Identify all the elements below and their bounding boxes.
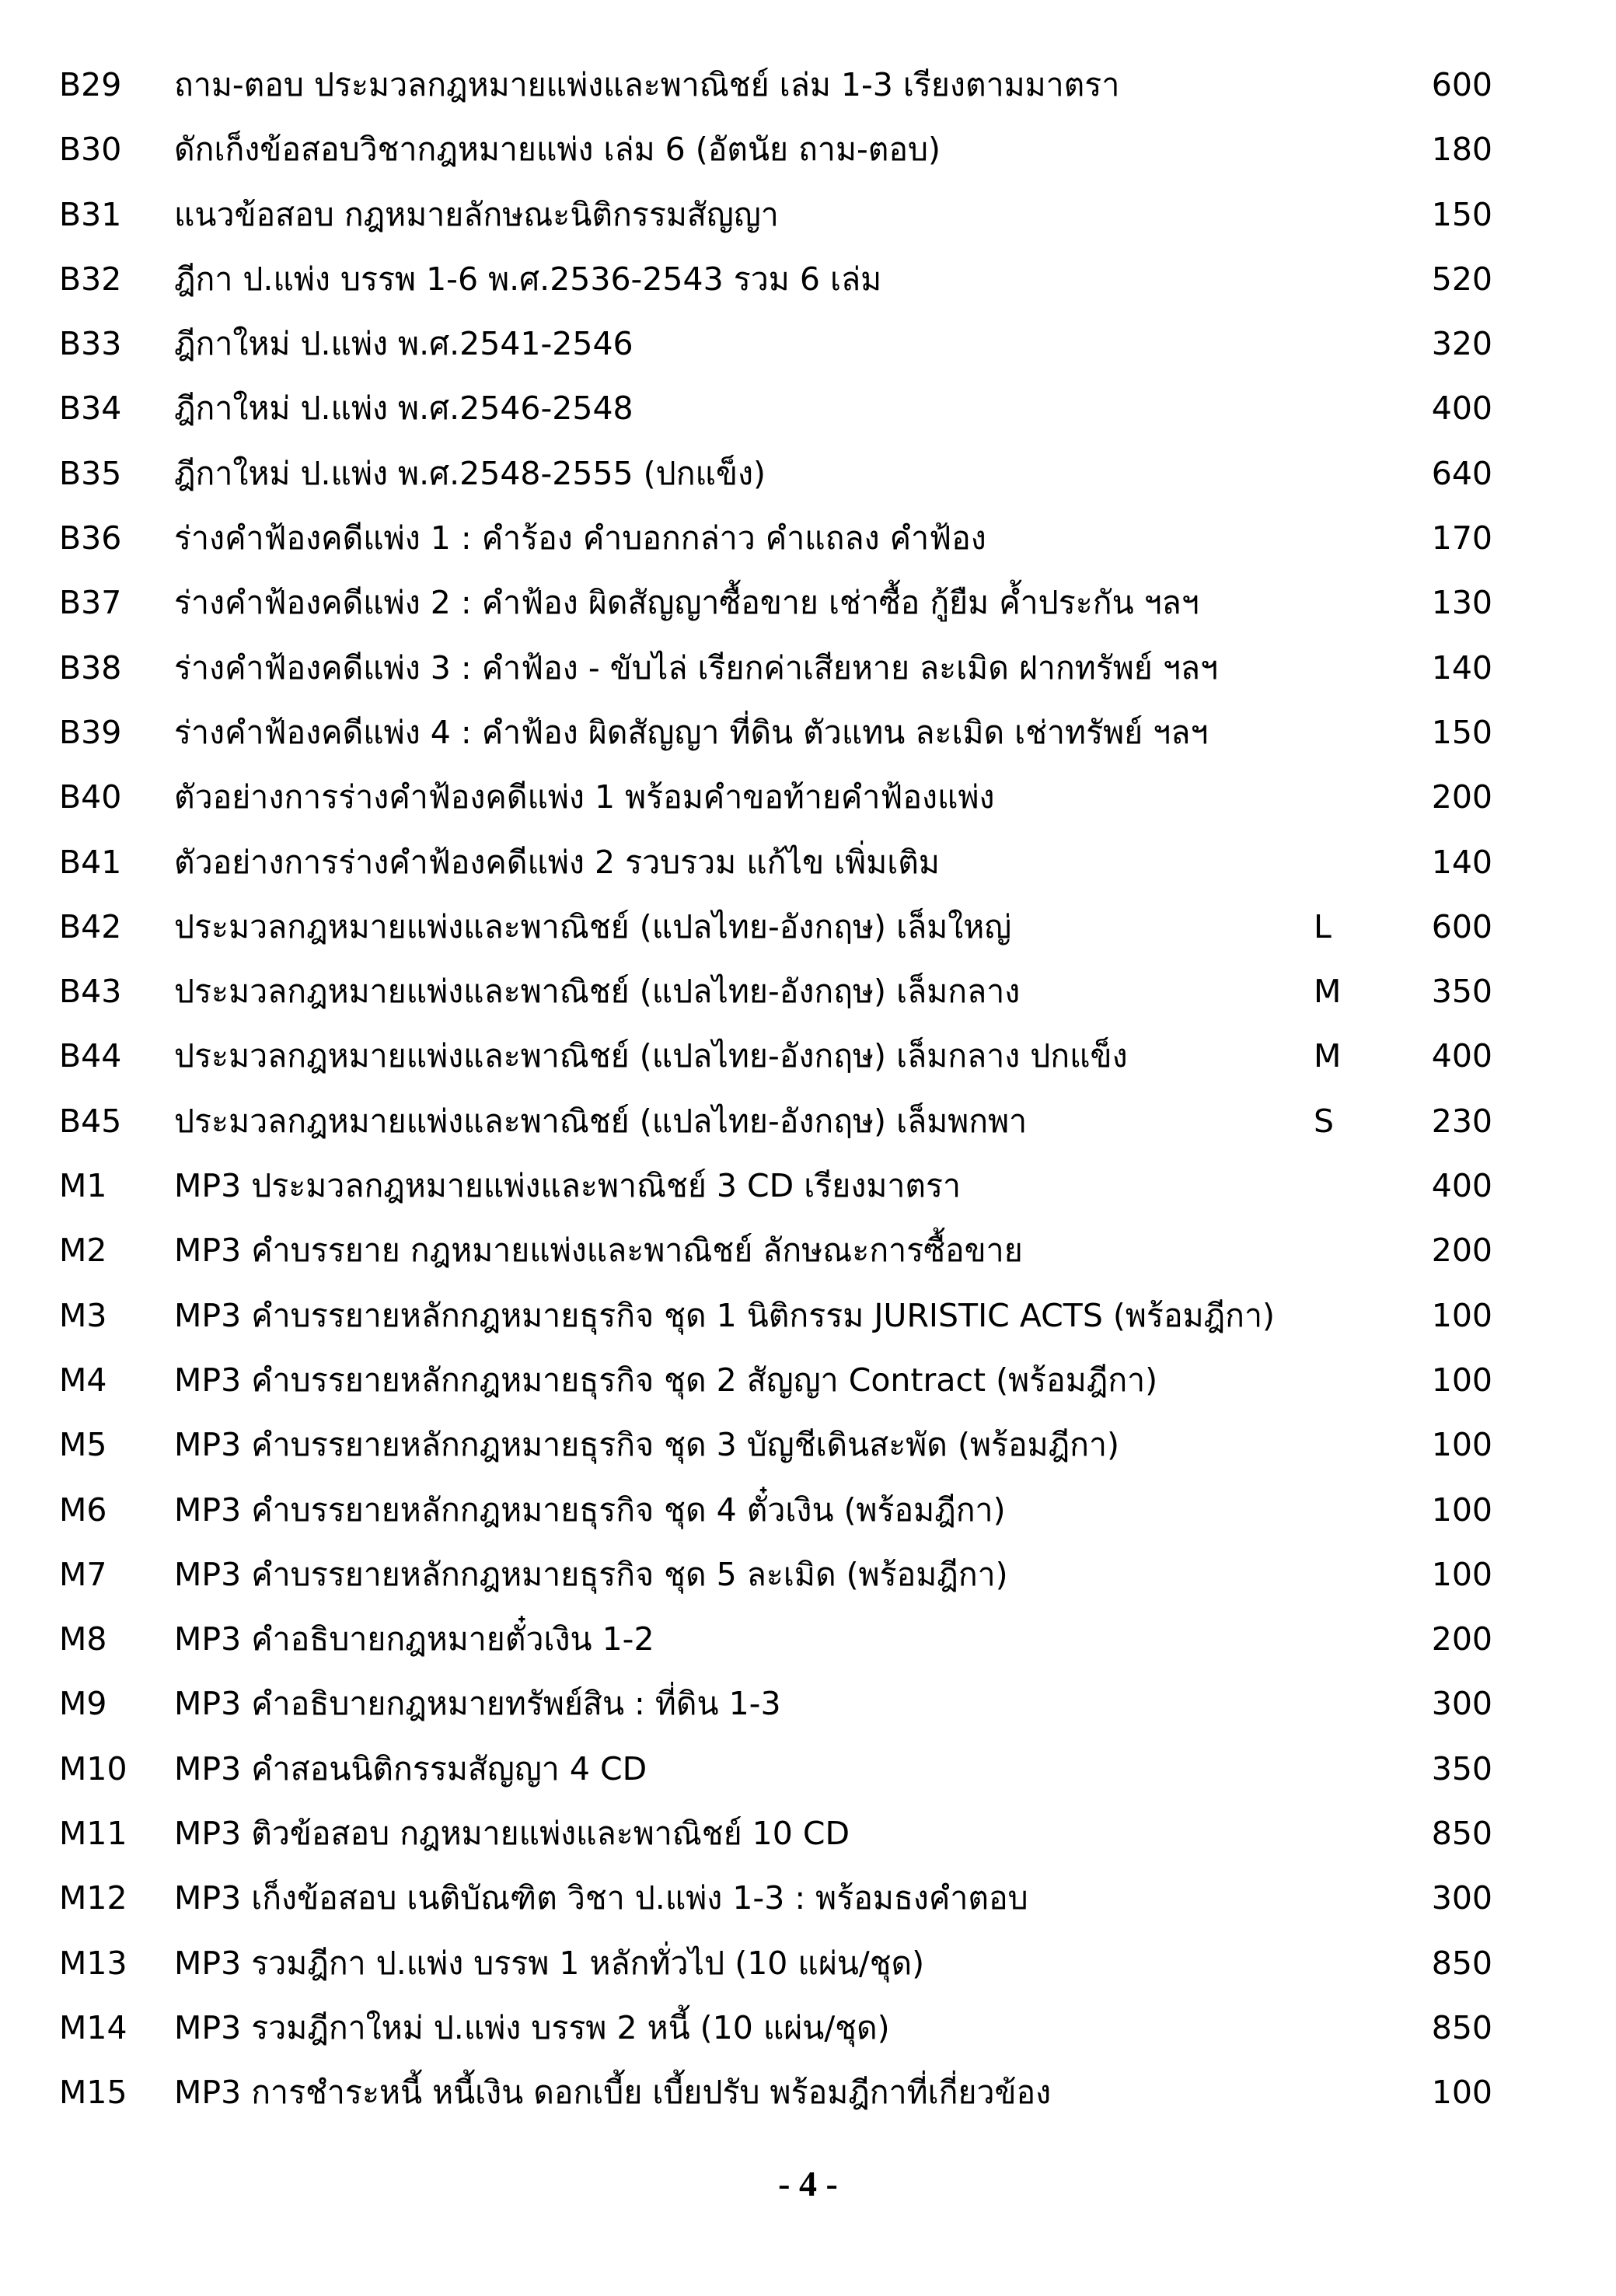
- item-price: 600: [1431, 66, 1492, 103]
- catalog-row: [0, 1931, 1616, 1996]
- item-code: B38: [59, 648, 122, 687]
- item-price: 300: [1431, 1685, 1492, 1723]
- item-title: ฎีกา ป.แพ่ง บรรพ 1-6 พ.ศ.2536-2543 รวม 6 เล่ม: [174, 260, 882, 298]
- item-code: M1: [59, 1167, 107, 1205]
- item-code: B31: [59, 195, 122, 233]
- item-price: 850: [1431, 2008, 1492, 2046]
- item-code: M5: [59, 1426, 107, 1464]
- item-code: B36: [59, 519, 122, 557]
- item-code: M15: [59, 2074, 127, 2112]
- catalog-row: [0, 506, 1616, 571]
- item-price: 640: [1431, 454, 1492, 492]
- item-price: 350: [1431, 973, 1492, 1011]
- catalog-row: [0, 571, 1616, 635]
- item-code: B37: [59, 584, 122, 622]
- item-price: 140: [1431, 843, 1492, 881]
- catalog-row: [0, 830, 1616, 895]
- item-price: 400: [1431, 1037, 1492, 1075]
- item-price: 150: [1431, 195, 1492, 233]
- catalog-row: [0, 53, 1616, 117]
- item-size: M: [1314, 1037, 1342, 1075]
- item-price: 150: [1431, 713, 1492, 751]
- item-title: ตัวอย่างการร่างคำฟ้องคดีแพ่ง 1 พร้อมคำขอท้ายคำฟ้องแพ่ง: [174, 778, 995, 816]
- item-code: M6: [59, 1490, 107, 1529]
- catalog-row: [0, 636, 1616, 701]
- item-price: 200: [1431, 1620, 1492, 1658]
- item-title: ประมวลกฎหมายแพ่งและพาณิชย์ (แปลไทย-อังกฤษ) เล็มกลาง ปกแข็ง: [174, 1037, 1128, 1075]
- catalog-row: [0, 1802, 1616, 1866]
- item-price: 520: [1431, 260, 1492, 298]
- item-code: M14: [59, 2008, 127, 2046]
- catalog-row: [0, 442, 1616, 506]
- catalog-row: [0, 1413, 1616, 1477]
- item-code: M3: [59, 1296, 107, 1334]
- item-title: MP3 รวมฎีกา ป.แพ่ง บรรพ 1 หลักทั่วไป (10 แผ่น/ชุด): [174, 1944, 925, 1982]
- item-title: MP3 รวมฎีกาใหม่ ป.แพ่ง บรรพ 2 หนี้ (10 แผ่น/ชุด): [174, 2008, 890, 2046]
- item-code: M4: [59, 1361, 107, 1399]
- item-code: M9: [59, 1685, 107, 1723]
- item-code: B34: [59, 390, 122, 428]
- page-number: - 4 -: [778, 2164, 838, 2203]
- catalog-row: [0, 117, 1616, 182]
- item-price: 100: [1431, 1555, 1492, 1593]
- item-code: B43: [59, 973, 122, 1011]
- item-code: M10: [59, 1749, 127, 1788]
- catalog-list: [0, 53, 1616, 2126]
- item-price: 600: [1431, 907, 1492, 945]
- catalog-row: [0, 1218, 1616, 1283]
- catalog-row: [0, 183, 1616, 247]
- item-price: 170: [1431, 519, 1492, 557]
- item-size: M: [1314, 973, 1342, 1011]
- catalog-row: [0, 1607, 1616, 1672]
- catalog-row: [0, 1284, 1616, 1348]
- item-code: M2: [59, 1232, 107, 1270]
- item-price: 100: [1431, 1296, 1492, 1334]
- item-price: 100: [1431, 1426, 1492, 1464]
- item-price: 140: [1431, 648, 1492, 687]
- item-code: B35: [59, 454, 122, 492]
- catalog-row: [0, 1996, 1616, 2060]
- item-title: ประมวลกฎหมายแพ่งและพาณิชย์ (แปลไทย-อังกฤษ) เล็มกลาง: [174, 973, 1021, 1011]
- item-code: B45: [59, 1102, 122, 1140]
- item-title: แนวข้อสอบ กฎหมายลักษณะนิติกรรมสัญญา: [174, 195, 779, 233]
- item-code: M7: [59, 1555, 107, 1593]
- item-title: ร่างคำฟ้องคดีแพ่ง 1 : คำร้อง คำบอกกล่าว คำแถลง คำฟ้อง: [174, 519, 986, 557]
- item-price: 320: [1431, 325, 1492, 363]
- item-price: 130: [1431, 584, 1492, 622]
- item-price: 200: [1431, 778, 1492, 816]
- item-size: L: [1314, 907, 1332, 945]
- catalog-row: [0, 2060, 1616, 2125]
- item-title: MP3 คำบรรยายหลักกฎหมายธุรกิจ ชุด 5 ละเมิด (พร้อมฎีกา): [174, 1555, 1008, 1593]
- item-price: 300: [1431, 1879, 1492, 1917]
- item-code: M12: [59, 1879, 127, 1917]
- item-price: 400: [1431, 1167, 1492, 1205]
- catalog-row: [0, 1672, 1616, 1736]
- item-title: ดักเก็งข้อสอบวิชากฎหมายแพ่ง เล่ม 6 (อัตนัย ถาม-ตอบ): [174, 131, 941, 169]
- item-title: MP3 ติวข้อสอบ กฎหมายแพ่งและพาณิชย์ 10 CD: [174, 1815, 850, 1853]
- item-title: MP3 คำอธิบายกฎหมายทรัพย์สิน : ที่ดิน 1-3: [174, 1685, 781, 1723]
- item-title: MP3 คำบรรยายหลักกฎหมายธุรกิจ ชุด 1 นิติกรรม JURISTIC ACTS (พร้อมฎีกา): [174, 1296, 1275, 1334]
- item-title: ถาม-ตอบ ประมวลกฎหมายแพ่งและพาณิชย์ เล่ม 1-3 เรียงตามมาตรา: [174, 66, 1120, 103]
- catalog-row: [0, 959, 1616, 1024]
- item-price: 100: [1431, 1490, 1492, 1529]
- item-title: ฎีกาใหม่ ป.แพ่ง พ.ศ.2548-2555 (ปกแข็ง): [174, 454, 766, 492]
- item-code: M11: [59, 1815, 127, 1853]
- item-price: 400: [1431, 390, 1492, 428]
- item-title: ตัวอย่างการร่างคำฟ้องคดีแพ่ง 2 รวบรวม แก้ไข เพิ่มเติม: [174, 843, 940, 881]
- item-title: ประมวลกฎหมายแพ่งและพาณิชย์ (แปลไทย-อังกฤษ) เล็มใหญ่: [174, 907, 1012, 945]
- item-code: B40: [59, 778, 122, 816]
- item-title: MP3 คำบรรยายหลักกฎหมายธุรกิจ ชุด 3 บัญชีเดินสะพัด (พร้อมฎีกา): [174, 1426, 1120, 1464]
- item-title: ฎีกาใหม่ ป.แพ่ง พ.ศ.2546-2548: [174, 390, 633, 428]
- item-price: 850: [1431, 1815, 1492, 1853]
- item-title: ฎีกาใหม่ ป.แพ่ง พ.ศ.2541-2546: [174, 325, 633, 363]
- item-code: B29: [59, 66, 122, 103]
- catalog-row: [0, 1737, 1616, 1802]
- item-code: M13: [59, 1944, 127, 1982]
- item-title: ร่างคำฟ้องคดีแพ่ง 3 : คำฟ้อง - ขับไล่ เรียกค่าเสียหาย ละเมิด ฝากทรัพย์ ฯลฯ: [174, 648, 1219, 687]
- item-title: ร่างคำฟ้องคดีแพ่ง 2 : คำฟ้อง ผิดสัญญาซื้อขาย เช่าซื้อ กู้ยืม ค้ำประกัน ฯลฯ: [174, 584, 1199, 622]
- catalog-row: [0, 895, 1616, 959]
- catalog-row: [0, 1154, 1616, 1218]
- item-title: MP3 คำสอนนิติกรรมสัญญา 4 CD: [174, 1749, 647, 1788]
- catalog-row: [0, 1866, 1616, 1931]
- item-code: B30: [59, 131, 122, 169]
- item-title: MP3 เก็งข้อสอบ เนติบัณฑิต วิชา ป.แพ่ง 1-3 : พร้อมธงคำตอบ: [174, 1879, 1028, 1917]
- item-price: 100: [1431, 1361, 1492, 1399]
- item-title: MP3 คำบรรยาย กฎหมายแพ่งและพาณิชย์ ลักษณะการซื้อขาย: [174, 1232, 1023, 1270]
- item-code: B41: [59, 843, 122, 881]
- item-price: 230: [1431, 1102, 1492, 1140]
- item-price: 200: [1431, 1232, 1492, 1270]
- catalog-row: [0, 1089, 1616, 1154]
- item-price: 850: [1431, 1944, 1492, 1982]
- item-title: MP3 การชำระหนี้ หนี้เงิน ดอกเบี้ย เบี้ยปรับ พร้อมฎีกาที่เกี่ยวข้อง: [174, 2074, 1052, 2112]
- item-price: 180: [1431, 131, 1492, 169]
- item-title: MP3 คำบรรยายหลักกฎหมายธุรกิจ ชุด 4 ตั๋วเงิน (พร้อมฎีกา): [174, 1490, 1006, 1529]
- item-code: B42: [59, 907, 122, 945]
- catalog-row: [0, 1348, 1616, 1413]
- catalog-row: [0, 765, 1616, 830]
- item-title: MP3 คำอธิบายกฎหมายตั๋วเงิน 1-2: [174, 1620, 654, 1658]
- item-price: 350: [1431, 1749, 1492, 1788]
- catalog-row: [0, 312, 1616, 376]
- item-code: B39: [59, 713, 122, 751]
- item-code: B44: [59, 1037, 122, 1075]
- item-code: B32: [59, 260, 122, 298]
- catalog-row: [0, 376, 1616, 441]
- catalog-row: [0, 1478, 1616, 1543]
- item-title: MP3 คำบรรยายหลักกฎหมายธุรกิจ ชุด 2 สัญญา Contract (พร้อมฎีกา): [174, 1361, 1158, 1399]
- catalog-row: [0, 701, 1616, 765]
- item-title: ร่างคำฟ้องคดีแพ่ง 4 : คำฟ้อง ผิดสัญญา ที่ดิน ตัวแทน ละเมิด เช่าทรัพย์ ฯลฯ: [174, 713, 1209, 751]
- catalog-row: [0, 247, 1616, 312]
- item-size: S: [1314, 1102, 1335, 1140]
- item-title: MP3 ประมวลกฎหมายแพ่งและพาณิชย์ 3 CD เรียงมาตรา: [174, 1167, 962, 1205]
- item-title: ประมวลกฎหมายแพ่งและพาณิชย์ (แปลไทย-อังกฤษ) เล็มพกพา: [174, 1102, 1028, 1140]
- catalog-row: [0, 1543, 1616, 1607]
- item-code: B33: [59, 325, 122, 363]
- item-price: 100: [1431, 2074, 1492, 2112]
- item-code: M8: [59, 1620, 107, 1658]
- catalog-row: [0, 1024, 1616, 1089]
